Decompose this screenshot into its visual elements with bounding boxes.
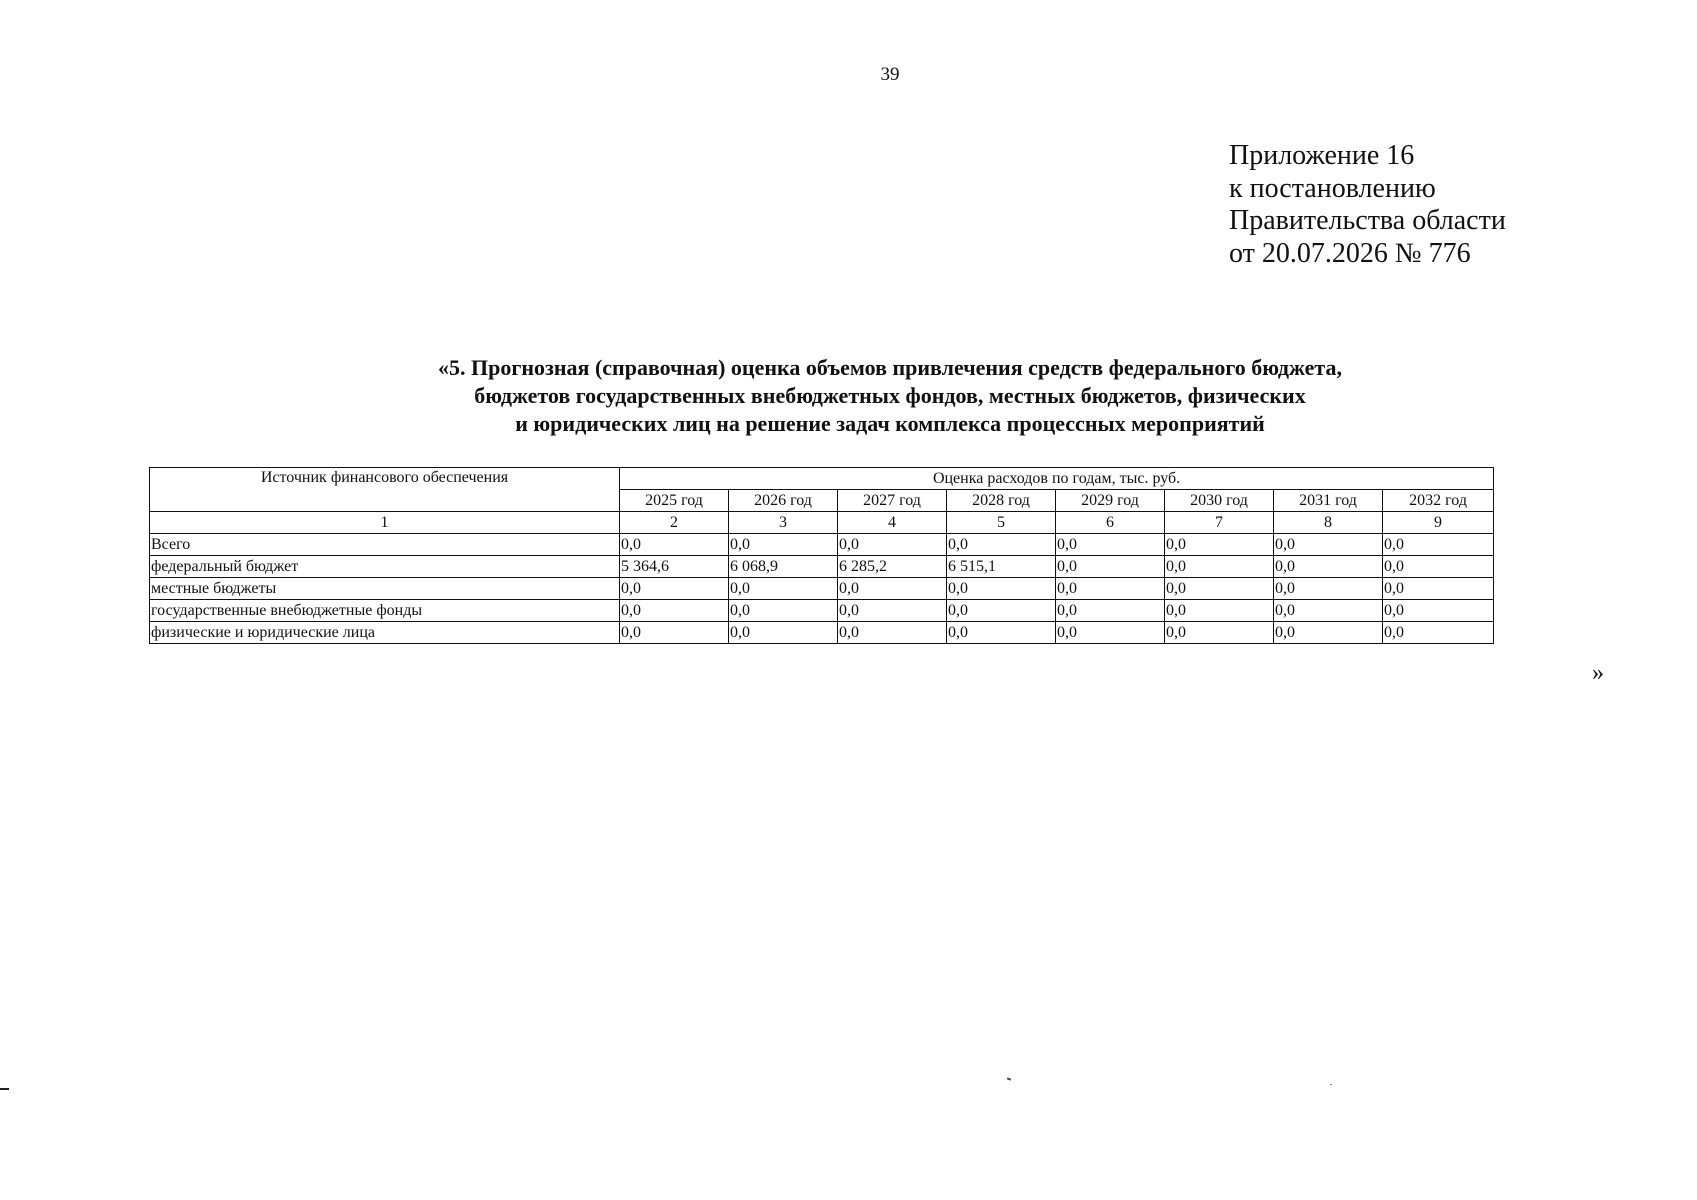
value-cell: 0,0 (947, 622, 1056, 644)
section-title (300, 354, 1480, 438)
value-cell: 0,0 (838, 578, 947, 600)
section-title-line: бюджетов государственных внебюджетных фондов, местных бюджетов, физических (474, 383, 1306, 408)
table-header-row (150, 468, 1494, 490)
estimate-column-header: Оценка расходов по годам, тыс. руб. (620, 468, 1494, 490)
value-cell: 0,0 (1274, 556, 1383, 578)
year-header: 2027 год (838, 490, 947, 512)
year-header: 2031 год (1274, 490, 1383, 512)
value-cell: 0,0 (1056, 578, 1165, 600)
scan-edge-mark (0, 1088, 9, 1090)
value-cell: 0,0 (1056, 534, 1165, 556)
value-cell: 0,0 (620, 534, 729, 556)
value-cell: 0,0 (1274, 578, 1383, 600)
value-cell: 0,0 (1274, 534, 1383, 556)
column-number: 2 (620, 512, 729, 534)
value-cell: 0,0 (947, 578, 1056, 600)
value-cell: 0,0 (1165, 600, 1274, 622)
column-number: 4 (838, 512, 947, 534)
table-row (150, 600, 1494, 622)
appendix-line: от 20.07.2026 № 776 (1229, 237, 1471, 269)
source-cell: местные бюджеты (150, 578, 620, 600)
source-column-header: Источник финансового обеспечения (150, 468, 620, 512)
section-title-line: и юридических лиц на решение задач комплекса процессных мероприятий (515, 411, 1265, 436)
year-header: 2025 год (620, 490, 729, 512)
year-header: 2026 год (729, 490, 838, 512)
value-cell: 0,0 (1383, 622, 1494, 644)
year-header: 2029 год (1056, 490, 1165, 512)
value-cell: 0,0 (838, 600, 947, 622)
value-cell: 0,0 (1165, 556, 1274, 578)
value-cell: 0,0 (1165, 534, 1274, 556)
appendix-line: Правительства области (1229, 205, 1506, 236)
year-header: 2028 год (947, 490, 1056, 512)
value-cell: 0,0 (1383, 578, 1494, 600)
value-cell: 0,0 (620, 622, 729, 644)
value-cell: 0,0 (1056, 600, 1165, 622)
source-cell: физические и юридические лица (150, 622, 620, 644)
table-row (150, 534, 1494, 556)
value-cell: 0,0 (1165, 622, 1274, 644)
financing-table (149, 467, 1494, 644)
source-cell: Всего (150, 534, 620, 556)
column-number: 6 (1056, 512, 1165, 534)
value-cell: 0,0 (729, 622, 838, 644)
value-cell: 0,0 (1383, 556, 1494, 578)
value-cell: 0,0 (1274, 600, 1383, 622)
value-cell: 6 285,2 (838, 556, 947, 578)
value-cell: 0,0 (729, 578, 838, 600)
column-number: 8 (1274, 512, 1383, 534)
table-row (150, 578, 1494, 600)
year-header: 2030 год (1165, 490, 1274, 512)
value-cell: 0,0 (1383, 600, 1494, 622)
column-number: 9 (1383, 512, 1494, 534)
column-number-row (150, 512, 1494, 534)
value-cell: 0,0 (947, 534, 1056, 556)
source-cell: государственные внебюджетные фонды (150, 600, 620, 622)
column-number: 1 (150, 512, 620, 534)
value-cell: 0,0 (1165, 578, 1274, 600)
closing-quote: » (1592, 660, 1604, 686)
value-cell: 0,0 (620, 600, 729, 622)
value-cell: 6 515,1 (947, 556, 1056, 578)
value-cell: 0,0 (1274, 622, 1383, 644)
page-number: 39 (880, 64, 900, 85)
value-cell: 0,0 (947, 600, 1056, 622)
column-number: 5 (947, 512, 1056, 534)
value-cell: 0,0 (1383, 534, 1494, 556)
value-cell: 0,0 (838, 534, 947, 556)
appendix-block (1229, 140, 1506, 270)
appendix-line: Приложение 16 (1229, 140, 1415, 171)
value-cell: 6 068,9 (729, 556, 838, 578)
value-cell: 5 364,6 (620, 556, 729, 578)
column-number: 7 (1165, 512, 1274, 534)
value-cell: 0,0 (1056, 556, 1165, 578)
section-title-line: «5. Прогнозная (справочная) оценка объемов привлечения средств федерального бюджета, (438, 355, 1342, 380)
source-cell: федеральный бюджет (150, 556, 620, 578)
table-row (150, 622, 1494, 644)
value-cell: 0,0 (838, 622, 947, 644)
table-row (150, 556, 1494, 578)
value-cell: 0,0 (1056, 622, 1165, 644)
scan-speck (1330, 1084, 1332, 1085)
value-cell: 0,0 (620, 578, 729, 600)
value-cell: 0,0 (729, 534, 838, 556)
scan-speck (1007, 1077, 1011, 1080)
column-number: 3 (729, 512, 838, 534)
appendix-line: к постановлению (1229, 172, 1436, 204)
value-cell: 0,0 (729, 600, 838, 622)
year-header: 2032 год (1383, 490, 1494, 512)
